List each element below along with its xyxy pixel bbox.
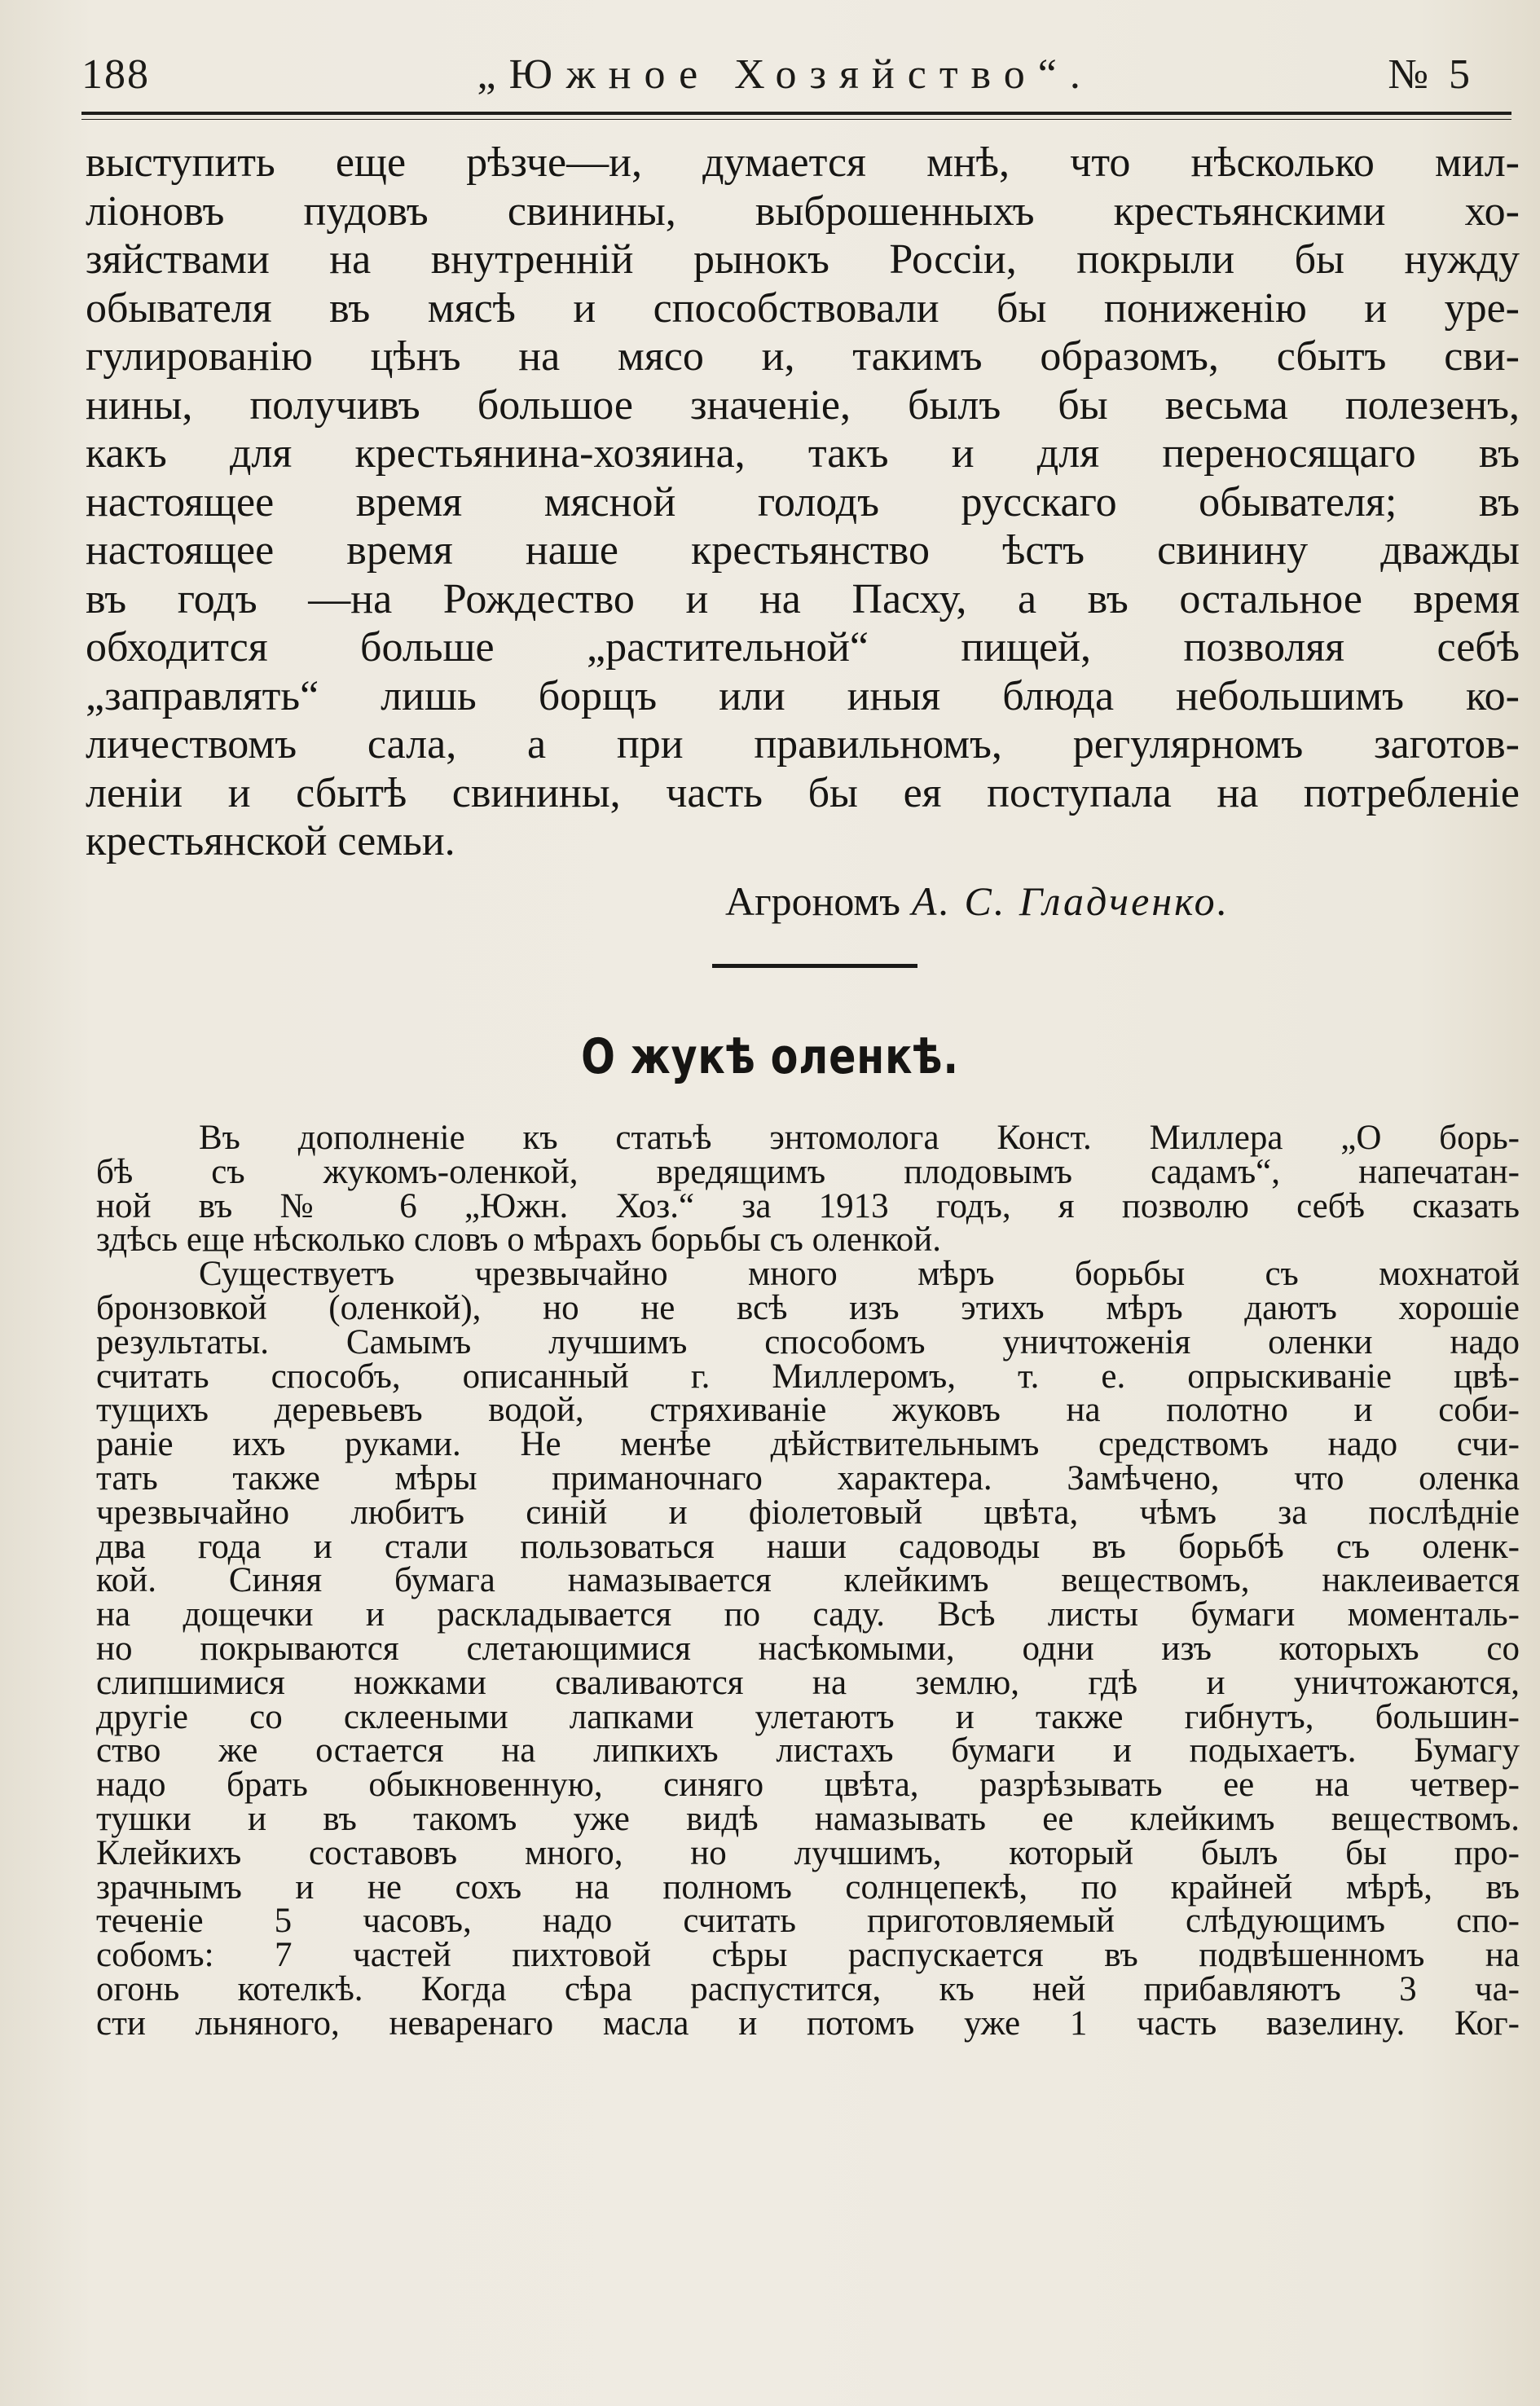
continuation-paragraph [86,139,1520,866]
text-line: собомъ: 7 частей пихтовой сѣры распускается въ подвѣшенномъ на [96,1936,1520,1975]
text-line: „заправлять“ лишь борщъ или иныя блюда небольшимъ ко- [86,672,1520,719]
text-line: результаты. Самымъ лучшимъ способомъ уничтоженія оленки надо [96,1322,1520,1361]
text-line: личествомъ сала, а при правильномъ, регулярномъ заготов- [86,721,1520,768]
text-line: ліоновъ пудовъ свинины, выброшенныхъ крестьянскими хо- [86,187,1520,235]
article-paragraph [96,1119,1520,1260]
text-line: считать способъ, описанный г. Миллеромъ, т. е. опрыскиваніе цвѣ- [96,1357,1520,1396]
text-line: раніе ихъ руками. Не менѣе дѣйствительнымъ средствомъ надо счи- [96,1425,1520,1464]
text-line: тать также мѣры приманочнаго характера. Замѣчено, что оленка [96,1458,1520,1498]
text-line: слипшимися ножками сваливаются на землю, гдѣ и уничтожаются, [96,1663,1520,1702]
text-line: тушки и въ такомъ уже видѣ намазывать ее клейкимъ веществомъ. [96,1799,1520,1838]
text-line: крестьянской семьи. [86,818,455,864]
text-line: гулированію цѣнъ на мясо и, такимъ образомъ, сбытъ сви- [86,333,1520,380]
text-line: зяйствами на внутренній рынокъ Россіи, покрыли бы нужду [86,236,1520,283]
text-line: на дощечки и раскладывается по саду. Всѣ листы бумаги моменталь- [96,1595,1520,1634]
text-line: здѣсь еще нѣсколько словъ о мѣрахъ борьбы съ оленкой. [96,1221,942,1260]
header-rule-thin [81,119,1511,120]
running-title: „Южное Хозяйство“. [477,51,1093,98]
text-line: Клейкихъ составовъ много, но лучшимъ, который былъ бы про- [96,1833,1520,1872]
text-line: тущихъ деревьевъ водой, стряхиваніе жуковъ на полотно и соби- [96,1391,1520,1430]
text-line: обывателя въ мясѣ и способствовали бы пониженію и уре- [86,284,1520,332]
text-line: кой. Синяя бумага намазывается клейкимъ веществомъ, наклеивается [96,1561,1520,1600]
text-line: какъ для крестьянина-хозяина, такъ и для переносящаго въ [86,430,1520,477]
text-line: чрезвычайно любитъ синій и фіолетовый цвѣта, чѣмъ за послѣдніе [96,1493,1520,1532]
text-line: два года и стали пользоваться наши садоводы въ борьбѣ съ оленк- [96,1527,1520,1566]
text-line: Существуетъ чрезвычайно много мѣръ борьбы съ мохнатой [199,1255,1520,1294]
author-name: А. С. Гладченко. [911,878,1230,924]
previous-article-ending [86,139,1520,866]
text-line: нины, получивъ большое значеніе, былъ бы весьма полезенъ, [86,381,1520,429]
text-line: выступить еще рѣзче—и, думается мнѣ, что нѣсколько мил- [86,139,1520,186]
author-signature [725,877,1459,926]
text-line: ной въ № 6 „Южн. Хоз.“ за 1913 годъ, я позволю себѣ сказать [96,1186,1520,1225]
text-line: леніи и сбытѣ свинины, часть бы ея поступала на потребленіе [86,769,1520,816]
text-line: въ годъ —на Рождество и на Пасху, а въ остальное время [86,575,1520,622]
text-line: бѣ съ жукомъ-оленкой, вредящимъ плодовымъ садамъ“, напечатан- [96,1152,1520,1191]
text-line: настоящее время мясной голодъ русскаго обывателя; въ [86,478,1520,526]
text-line: огонь котелкѣ. Когда сѣра распустится, къ ней прибавляютъ 3 ча- [96,1969,1520,2008]
text-line: бронзовкой (оленкой), но не всѣ изъ этихъ мѣръ даютъ хорошіе [96,1288,1520,1327]
header-rule [81,112,1511,115]
text-line: Въ дополненіе къ статьѣ энтомолога Конст. Миллера „О борь- [199,1119,1520,1157]
text-line: обходится больше „растительной“ пищей, позволяя себѣ [86,624,1520,671]
text-line: надо брать обыкновенную, синяго цвѣта, разрѣзывать ее на четвер- [96,1766,1520,1805]
author-role: Агрономъ [725,878,900,924]
page-number: 188 [81,51,150,98]
page-header [81,51,1475,108]
article-body [96,1121,1520,2041]
issue-number: № 5 [1388,51,1475,98]
text-line: сти льняного, неваренаго масла и потомъ уже 1 часть вазелину. Ког- [96,2004,1520,2043]
text-line: зрачнымъ и не сохъ на полномъ солнцепекѣ, по крайней мѣрѣ, въ [96,1867,1520,1907]
article-title: О жукѣ оленкѣ. [581,1028,959,1085]
article-paragraph [96,1255,1520,2043]
section-separator [712,964,917,968]
text-line: другіе со склееными лапками улетаютъ и также гибнутъ, большин- [96,1697,1520,1736]
text-line: теченіе 5 часовъ, надо считать приготовляемый слѣдующимъ спо- [96,1902,1520,1941]
text-line: настоящее время наше крестьянство ѣстъ свинину дважды [86,527,1520,574]
text-line: но покрываются слетающимися насѣкомыми, одни изъ которыхъ со [96,1629,1520,1668]
text-line: ство же остается на липкихъ листахъ бумаги и подыхаетъ. Бумагу [96,1731,1520,1770]
